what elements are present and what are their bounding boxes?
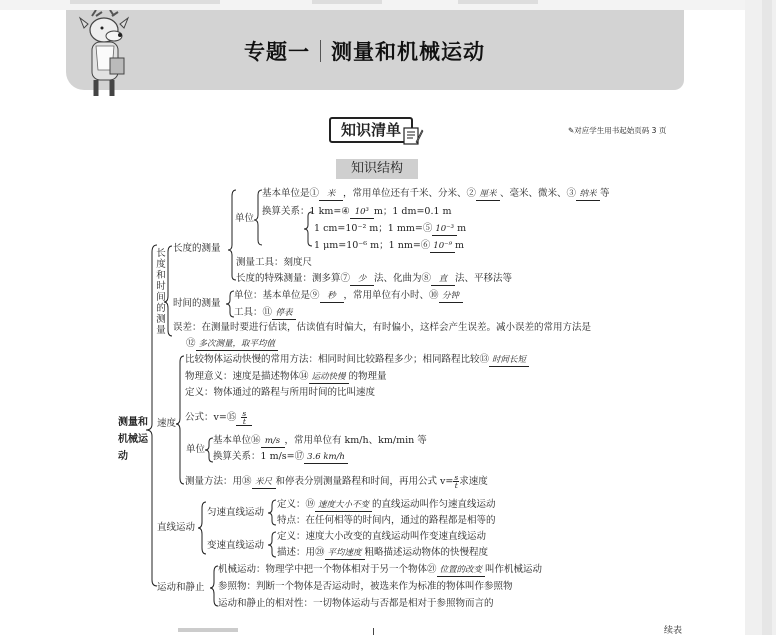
measurement-label: 长度和时间的测量	[156, 248, 166, 336]
speed-label: 速度	[157, 418, 177, 429]
speed-conversion: 换算关系：1 m/s=⑰ 3.6 km/h	[213, 451, 348, 464]
time-tool: 工具：⑪ 停表	[234, 307, 296, 320]
uniform-label: 匀速直线运动	[207, 507, 265, 518]
error-text: 误差：在测量时要进行估读，估读值有时偏大，有时偏小，这样会产生误差。减小误差的常用方法是	[173, 322, 592, 333]
length-conversion-1: 换算关系：1 km=④ 10³ m；1 dm=0.1 m	[262, 206, 452, 217]
footer-mark	[178, 628, 238, 632]
variable-definition: 定义：速度大小改变的直线运动叫作变速直线运动	[277, 531, 487, 542]
speed-definition: 定义：物体通过的路程与所用时间的比叫速度	[185, 387, 376, 398]
time-label: 时间的测量	[173, 298, 221, 309]
time-unit: 单位：基本单位是⑨ 秒 ，常用单位有小时、⑩ 分钟	[234, 290, 463, 303]
length-label: 长度的测量	[173, 243, 221, 254]
length-basic-unit: 基本单位是① 米 ，常用单位还有千米、分米、② 厘米 、毫米、微米、③ 纳米 等	[262, 188, 610, 199]
speed-method: 测量方法：用⑱ 米尺 和停表分别测量路程和时间，再用公式 v= $\frac{s}{t}$求速度	[185, 473, 488, 490]
length-tool: 测量工具：刻度尺	[236, 257, 313, 268]
variable-label: 变速直线运动	[207, 540, 265, 551]
speed-unit-label: 单位	[186, 444, 206, 455]
length-conversion-3: 1 μm=10⁻⁶ m；1 nm=⑥ 10⁻⁹ m	[314, 240, 465, 251]
speed-basic-unit: 基本单位⑯ m/s ，常用单位有 km/h、km/min 等	[213, 435, 427, 446]
relativity: 运动和静止的相对性：一切物体运动与否都是相对于参照物而言的	[218, 598, 494, 609]
linear-label: 直线运动	[157, 522, 196, 533]
speed-compare: 比较物体运动快慢的常用方法：相同时间比较路程多少；相同路程比较⑬ 时间长短	[185, 354, 529, 367]
uniform-definition: 定义：⑲ 速度大小不变 的直线运动叫作匀速直线运动	[277, 499, 496, 510]
root-label: 测量和机械运动	[118, 417, 148, 462]
length-unit-label: 单位	[235, 213, 255, 224]
mechanical-motion: 机械运动：物理学中把一个物体相对于另一个物体㉑ 位置的改变 叫作机械运动	[218, 564, 543, 575]
speed-meaning: 物理意义：速度是描述物体⑭ 运动快慢 的物理量	[185, 371, 387, 382]
rest-label: 运动和静止	[157, 582, 205, 593]
length-special: 长度的特殊测量：测多算⑦ 少 法、化曲为⑧ 直 法、平移法等	[236, 273, 513, 284]
variable-description: 描述：用⑳ 平均速度 粗略描述运动物体的快慢程度	[277, 547, 489, 558]
continue-note: 续表	[664, 626, 683, 635]
reference-object: 参照物：判断一个物体是否运动时，被选来作为标准的物体叫作参照物	[218, 581, 513, 592]
error-method: ⑫ 多次测量，取平均值	[186, 338, 278, 351]
page-reference: ✎对应学生用书起始页码 3 页	[568, 126, 667, 135]
speed-formula: 公式：v=⑮ $\frac{s}{t}$	[185, 410, 252, 426]
section-subtitle: 知识结构	[336, 159, 418, 179]
section-title: 知识清单	[329, 117, 413, 143]
pen-icon: ✎	[568, 126, 575, 135]
page-divider	[373, 628, 374, 635]
uniform-feature: 特点：在任何相等的时间内，通过的路程都是相等的	[277, 515, 496, 526]
length-conversion-2: 1 cm=10⁻² m；1 mm=⑤ 10⁻³ m	[314, 223, 467, 234]
chapter-title: 专题一 测量和机械运动	[244, 40, 485, 64]
